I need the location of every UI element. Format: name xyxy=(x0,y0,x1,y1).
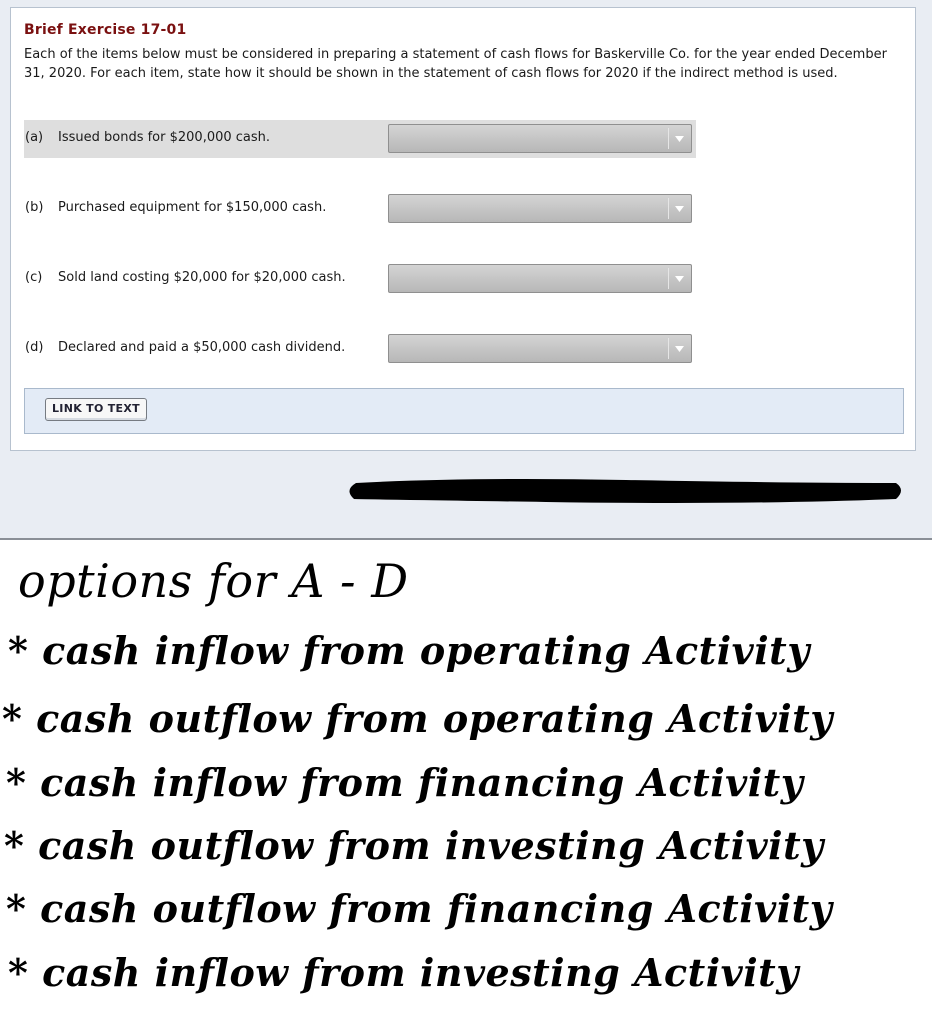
item-letter: (c) xyxy=(25,270,43,285)
item-letter: (a) xyxy=(25,130,44,145)
item-text: Issued bonds for $200,000 cash. xyxy=(58,130,271,145)
exercise-panel xyxy=(10,7,916,451)
note-option: * cash outflow from investing Activity xyxy=(4,823,824,868)
item-text: Declared and paid a $50,000 cash dividend. xyxy=(58,340,346,355)
note-option: * cash inflow from investing Activity xyxy=(8,950,799,995)
chevron-down-icon[interactable] xyxy=(668,128,689,149)
note-option: * cash inflow from financing Activity xyxy=(6,760,804,805)
note-option: * cash outflow from operating Activity xyxy=(2,696,833,741)
instructions-text: Each of the items below must be considered in preparing a statement of cash flows for Baskerville Co. for the year ended December 31, 2020. For each item, state how it should be shown in the statement of cash flows for 2020 if the indirect method is used. xyxy=(24,47,887,81)
redaction-scribble xyxy=(346,475,907,505)
item-row-b xyxy=(24,190,696,228)
item-text: Purchased equipment for $150,000 cash. xyxy=(58,200,327,215)
answer-dropdown-d[interactable] xyxy=(388,334,692,363)
exercise-title: Brief Exercise 17-01 xyxy=(24,22,187,38)
answer-dropdown-c[interactable] xyxy=(388,264,692,293)
link-to-text-button[interactable]: LINK TO TEXT xyxy=(45,398,147,421)
note-option: * cash outflow from financing Activity xyxy=(6,886,833,931)
item-text: Sold land costing $20,000 for $20,000 cash. xyxy=(58,270,346,285)
notes-heading: options for A - D xyxy=(18,554,409,608)
item-row-d xyxy=(24,330,696,368)
item-row-c xyxy=(24,260,696,298)
answer-dropdown-b[interactable] xyxy=(388,194,692,223)
chevron-down-icon[interactable] xyxy=(668,198,689,219)
note-option: * cash inflow from operating Activity xyxy=(8,628,810,673)
item-letter: (b) xyxy=(25,200,44,215)
link-bar xyxy=(24,388,904,434)
chevron-down-icon[interactable] xyxy=(668,338,689,359)
handwritten-notes xyxy=(0,548,932,1024)
chevron-down-icon[interactable] xyxy=(668,268,689,289)
answer-dropdown-a[interactable] xyxy=(388,124,692,153)
item-row-a xyxy=(24,120,696,158)
item-letter: (d) xyxy=(25,340,44,355)
